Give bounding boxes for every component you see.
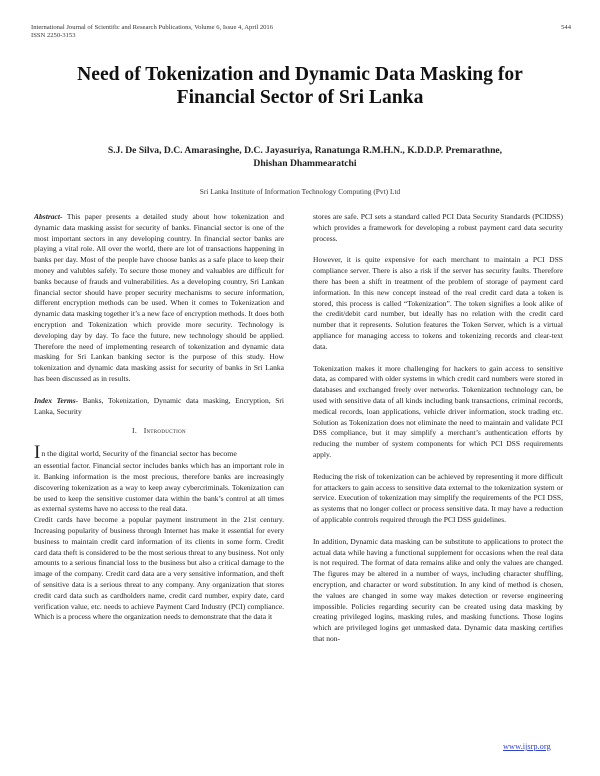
index-terms-text: - Banks, Tokenization, Dynamic data masking, Encryption, Sri Lanka, Security [34,395,284,416]
right-paragraph-1: stores are safe. PCI sets a standard called PCI Data Security Standards (PCIDSS) which provides a framework for developing a robust payment card data security process. [313,212,563,243]
intro-paragraph-2: Credit cards have become a popular payment instrument in the 21st century. Increasing popularity of business through Internet has make it essential for every business to maintain credit card information of its clients in some form. Credit card data theft is considered to be the most serious threat to any business. Not only amounts to a serious financial loss to the business but also a critical damage to the image of the company. Credit card data are a very sensitive information, and theft of sensitive data is a serious threat to any company. Any organization that stores credit card data such as cardholders name, credit card number, expiry date, card verification value, etc. needs to achieve Payment Card Industry (PCI) compliance. Which is a process where the organization needs to demonstrate that the data it [34,515,284,622]
journal-website-link[interactable]: www.ijsrp.org [503,742,551,751]
running-head [31,24,571,41]
intro-first-line-text: n the digital world, Security of the financial sector has become [41,449,237,459]
abstract-label: Abstract- [34,212,63,221]
title-line-1: Need of Tokenization and Dynamic Data Masking for [77,64,523,85]
paper-title [20,64,580,109]
abstract [34,212,284,385]
page-number: 544 [561,24,571,31]
section-title: Introduction [143,426,186,436]
abstract-text: This paper presents a detailed study about how tokenization and dynamic data masking assist for security of banks. Financial sector is one of the most important sectors in any developing country. In financial sector banks are playing a vital role. All over the world, there are lot of transactions happening in banks per day. Most of the people have choose banks as a safe place to keep their money and valubles safely. To secure those money and valuables are difficult for banks because of frauds and vulnerabilities. As a developing country, Sri Lankan financial sector should have proper security mechanisms to secure information, different encryption methods can be used. When it comes to Tokenization and dynamic data masking together it’s a new face of encryption methods. It does both encryption and Tokenization which provide more security. Technology is developing day by day. To face the future, new technology should be applied. Therefore the need of implementing research of tokenization and dynamic data masking for Sri Lankan banking sector is the purpose of this study. How tokenization and dynamic data masking assist for security of banks in Sri Lanka has been discussed as in results. [34,212,284,383]
title-line-2: Financial Sector of Sri Lanka [176,86,424,108]
index-terms [34,396,284,418]
affiliation: Sri Lanka Institute of Information Technology Computing (Pvt) Ltd [199,187,401,196]
intro-paragraph-1: an essential factor. Financial sector includes banks which has an important role in it. Banking information is the most precious, therefore banks are increasingly discovering tokenization as a way to keep away cybercriminals. Tokenization can be used to keep the sensitive customer data within the bank’s control at all times as external systems have no access to the real data. [34,461,284,514]
right-paragraph-4: Reducing the risk of tokenization can be achieved by representing it more difficult for attackers to gain access to sensitive data external to the tokenization system or service. Execution of tokenization may simplify the requirements of the PCI DSS, as systems that no longer collect or process sensitive data. It may have a reduction of applicable controls required through the PCI DSS guidelines. [313,471,563,524]
index-terms-label: Index Terms [34,395,76,405]
journal-citation: International Journal of Scientific and Research Publications, Volume 6, Issue 4, April 2016 [31,24,274,31]
intro-first-line [34,442,284,464]
right-paragraph-5: In addition, Dynamic data masking can be substitute to applications to protect the actual data while having a functional supplement for occasions when the real data is not required. The format of data remains alike and only the values are changed. The figures may be altered in a number of ways, including character shuffling, encryption, and character or word substitution. In any kind of method is chosen, the values are changed in some way makes detection or reverse engineering impossible. Policies regarding security can be created using data masking by creating privileged logins, masking rules, and masking functions. Those logins which are privileged logins get unmasked data. Dynamic data masking certifies that non- [313,536,563,643]
issn: ISSN 2250-3153 [31,32,76,40]
right-paragraph-2: However, it is quite expensive for each merchant to maintain a PCI DSS compliance server. There is also a risk if the server has security faults. Therefore there has been a shift in treatment of the problem of storage of payment card information. In this new concept instead of the real credit card data a token is stored, this process is called “Tokenization”. The token signifies a look alike of the credit/debit card number, but ideally has no relation with the credit card number that it represents. Solution features the Token Server, which is a virtual appliance for managing access to tokens and tokenizing records and clear-text data. [313,255,563,351]
drop-cap: I [34,442,41,464]
authors-line-2: Dhishan Dhammearatchi [253,158,357,169]
section-number: I. [132,426,138,436]
right-column [313,212,563,645]
section-heading-introduction [34,426,284,437]
right-paragraph-3: Tokenization makes it more challenging for hackers to gain access to sensitive data, as compared with older systems in which credit card numbers were stored in databases and exchanged freely over networks. Tokenization technology can, be used with sensitive data of all kinds including bank transactions, criminal records, medical records, loan applications, vehicle driver information, stock trading etc. Solution as Tokenization does not eliminate the need to maintain and validate PCI DSS compliance, but it may simplify a merchant’s authentication efforts by reducing the number of system components for which PCI DSS requirements apply. [313,363,563,459]
left-column [34,212,284,623]
authors-line-1: S.J. De Silva, D.C. Amarasinghe, D.C. Jayasuriya, Ranatunga R.M.H.N., K.D.D.P. Premarathne, [107,145,503,156]
author-list [70,144,540,170]
